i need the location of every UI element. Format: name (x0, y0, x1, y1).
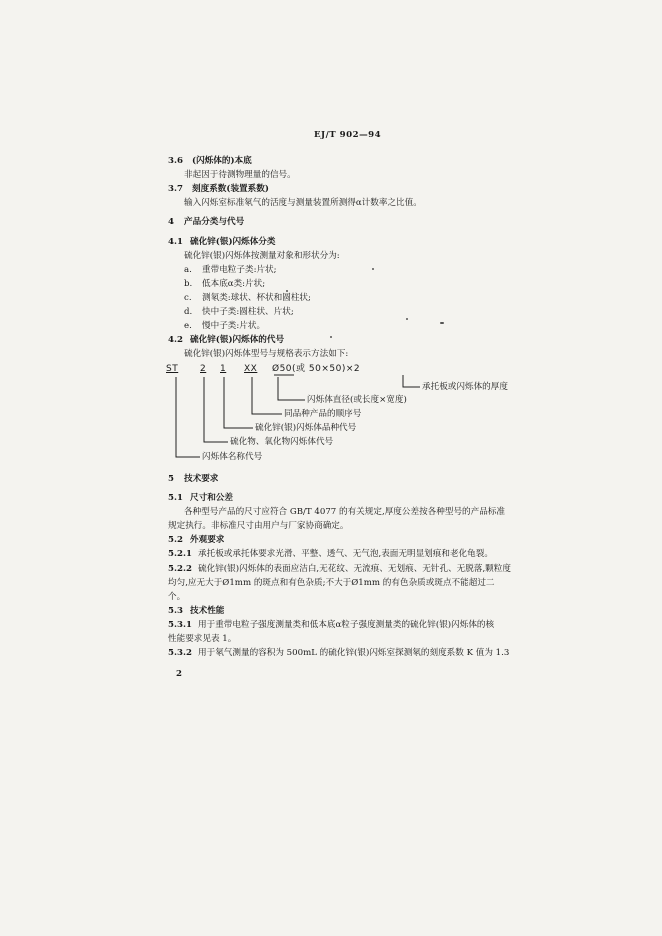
standard-code-header: EJ/T 902—94 (314, 130, 382, 140)
clause-5-2-2-number: 5.2.2 (168, 564, 192, 574)
list-item-text: 慢中子类:片状。 (202, 321, 266, 331)
clause-5-2-2-line: 硫化锌(银)闪烁体的表面应洁白,无花纹、无流痕、无划痕、无针孔、无脱落,颗粒度 (198, 564, 511, 574)
clause-4-1-title: 硫化锌(银)闪烁体分类 (190, 237, 276, 247)
clause-5-2-1-number: 5.2.1 (168, 549, 192, 559)
clause-4-1-intro: 硫化锌(银)闪烁体按测量对象和形状分为: (184, 251, 340, 261)
clause-5-3-1-number: 5.3.1 (168, 620, 192, 630)
clause-3-6-number: 3.6 (168, 156, 183, 166)
clause-5-3-2-number: 5.3.2 (168, 648, 192, 658)
clause-3-6-title: (闪烁体的)本底 (192, 156, 252, 166)
clause-5-1-number: 5.1 (168, 493, 183, 503)
code-label-sequence: 同品种产品的顺序号 (284, 409, 362, 419)
code-part-sequence: XX (244, 364, 258, 374)
clause-5-2-2-line: 均匀,应无大于Ø1mm 的斑点和有色杂质;不大于Ø1mm 的有色杂质或斑点不能超过二 (168, 578, 495, 588)
clause-5-1-title: 尺寸和公差 (190, 493, 233, 503)
list-item-label: a. (184, 265, 192, 275)
list-item-label: e. (184, 321, 192, 331)
clause-5-2-1-text: 承托板或承托体要求光滑、平整、透气、无气泡,表面无明显划痕和老化龟裂。 (198, 549, 493, 559)
list-item-text: 快中子类:圆柱状、片状; (202, 307, 294, 317)
code-label-diameter: 闪烁体直径(或长度×宽度) (307, 395, 407, 405)
clause-5-3-1-line: 用于重带电粒子强度测量类和低本底α粒子强度测量类的硫化锌(银)闪烁体的核 (198, 620, 495, 630)
code-label-thickness: 承托板或闪烁体的厚度 (422, 382, 508, 392)
list-item-text: 测氡类:球状、杯状和圆柱状; (202, 293, 311, 303)
code-label-variety: 硫化锌(银)闪烁体品种代号 (255, 423, 357, 433)
list-item-text: 重带电粒子类:片状; (202, 265, 277, 275)
scan-speck (330, 336, 332, 338)
clause-4-2-intro: 硫化锌(银)闪烁体型号与规格表示方法如下: (184, 349, 349, 359)
scan-speck (372, 268, 374, 270)
code-label-name: 闪烁体名称代号 (202, 452, 263, 462)
clause-3-6-text: 非起因于待测物理量的信号。 (184, 170, 296, 180)
code-label-material: 硫化物、氧化物闪烁体代号 (230, 437, 334, 447)
clause-3-7-number: 3.7 (168, 184, 183, 194)
clause-4-2-title: 硫化锌(银)闪烁体的代号 (190, 335, 285, 345)
scan-speck (286, 290, 288, 292)
clause-4-2-number: 4.2 (168, 335, 183, 345)
clause-5-3-number: 5.3 (168, 606, 183, 616)
page-number: 2 (176, 669, 182, 679)
clause-5-2-number: 5.2 (168, 535, 183, 545)
code-part-name: ST (166, 364, 179, 374)
clause-5-2-2-line: 个。 (168, 592, 186, 602)
code-part-size: Ø50(或 50×50)×2 (272, 364, 361, 374)
list-item-label: b. (184, 279, 193, 289)
section-4-number: 4 (168, 217, 174, 227)
clause-5-1-line: 规定执行。非标准尺寸由用户与厂家协商确定。 (168, 521, 349, 531)
list-item-label: c. (184, 293, 192, 303)
scan-speck (406, 318, 408, 320)
list-item-text: 低本底α类:片状; (202, 279, 266, 289)
section-5-title: 技术要求 (184, 474, 219, 484)
clause-5-3-title: 技术性能 (190, 606, 225, 616)
clause-4-1-number: 4.1 (168, 237, 183, 247)
clause-5-3-2-text: 用于氡气测量的容积为 500mL 的硫化锌(银)闪烁室探测氡的刻度系数 K 值为 1.3 (198, 648, 510, 658)
code-part-material: 2 (200, 364, 207, 374)
list-item-label: d. (184, 307, 193, 317)
code-part-variety: 1 (220, 364, 227, 374)
section-5-number: 5 (168, 474, 174, 484)
clause-5-1-line: 各种型号产品的尺寸应符合 GB/T 4077 的有关规定,厚度公差按各种型号的产品标准 (184, 507, 506, 517)
clause-3-7-title: 刻度系数(装置系数) (192, 184, 269, 194)
scan-speck (440, 322, 444, 324)
clause-3-7-text: 输入闪烁室标准氡气的活度与测量装置所测得α计数率之比值。 (184, 198, 422, 208)
clause-5-3-1-line: 性能要求见表 1。 (168, 634, 237, 644)
clause-5-2-title: 外观要求 (190, 535, 225, 545)
section-4-title: 产品分类与代号 (184, 217, 245, 227)
